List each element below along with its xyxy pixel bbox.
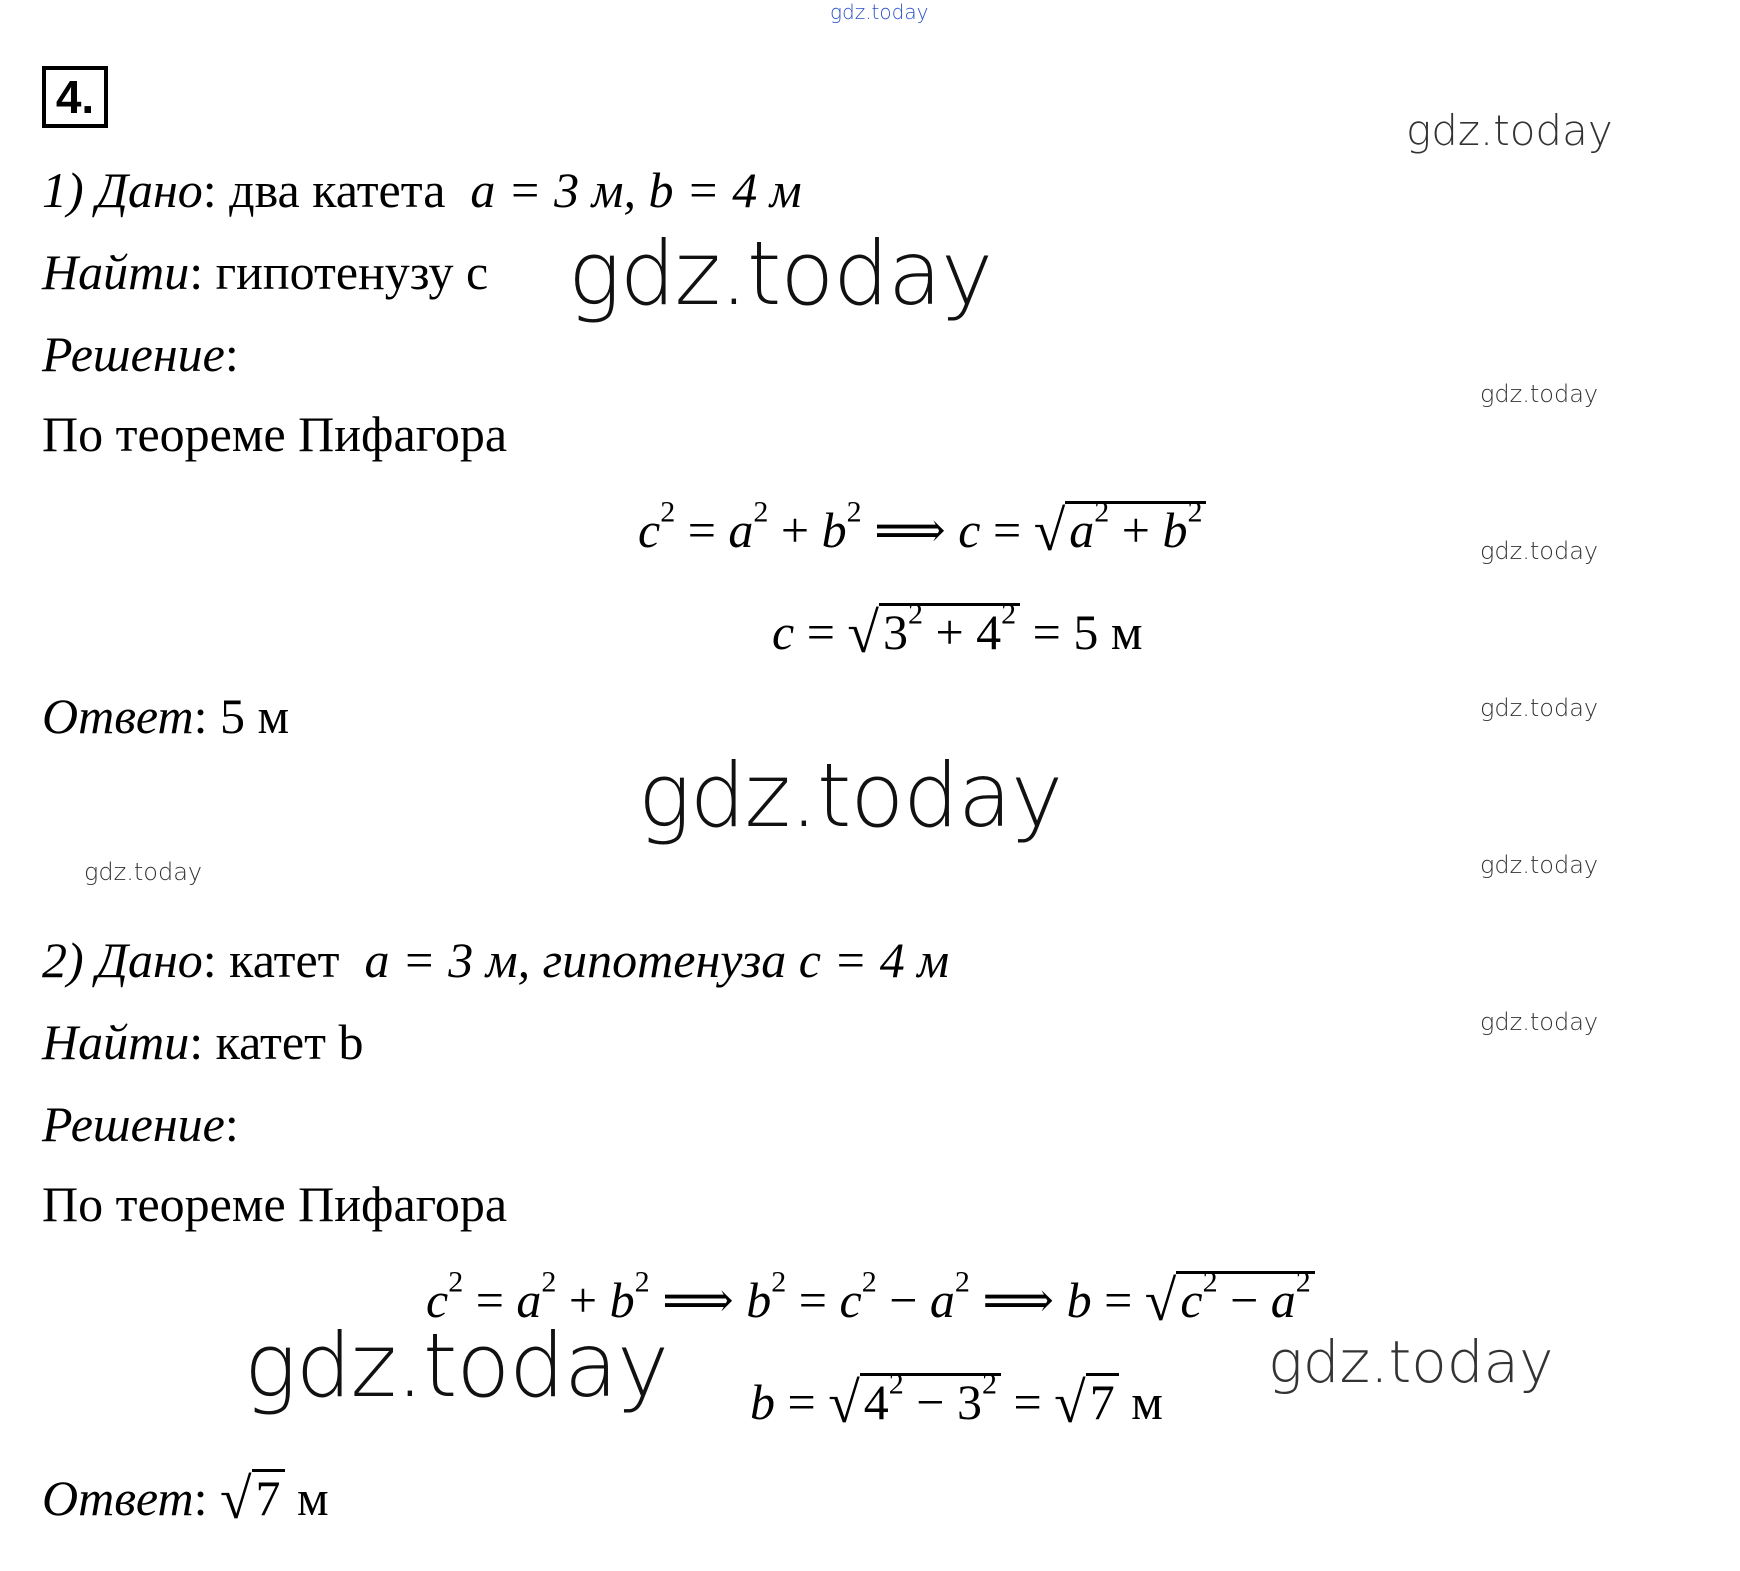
part1-solution bbox=[42, 324, 239, 384]
watermark: gdz.today bbox=[1406, 106, 1613, 155]
watermark-large: gdz.today bbox=[568, 222, 993, 325]
watermark: gdz.today bbox=[1480, 694, 1599, 722]
answer-label: Ответ bbox=[42, 1470, 194, 1526]
given-text: : катет bbox=[202, 932, 340, 988]
formula-compute-b: $b = √4^2 - 3^2 = √7$ м bbox=[750, 1367, 1163, 1435]
watermark: gdz.today bbox=[1268, 1328, 1554, 1396]
given-math: a = 3 м, b = 4 м bbox=[470, 162, 802, 218]
given-text: : два катета bbox=[202, 162, 446, 218]
find-text: : гипотенузу c bbox=[189, 244, 489, 300]
find-label: Найти bbox=[42, 1014, 190, 1070]
solution-colon: : bbox=[224, 326, 239, 382]
answer-value: : 5 м bbox=[193, 688, 290, 744]
part2-find bbox=[42, 1012, 363, 1072]
formula-pythagoras-1: $c^2 = a^2 + b^2$ ⟹ $c = √a^2 + b^2$ bbox=[638, 500, 1206, 560]
part2-solution bbox=[42, 1094, 239, 1154]
solution-colon: : bbox=[224, 1096, 239, 1152]
formula-compute-c: $c = √3^2 + 4^2 = 5$ м bbox=[772, 597, 1143, 665]
given-label: 2) Дано bbox=[42, 932, 203, 988]
part1-given bbox=[42, 160, 802, 220]
part2-theorem: По теореме Пифагора bbox=[42, 1176, 508, 1232]
find-text: : катет b bbox=[189, 1014, 364, 1070]
task-number: 4. bbox=[42, 66, 108, 128]
watermark-large: gdz.today bbox=[638, 744, 1063, 847]
solution-label: Решение bbox=[42, 1096, 225, 1152]
watermark-top: gdz.today bbox=[830, 0, 929, 24]
part2-answer: Ответ: √7 м bbox=[42, 1467, 329, 1531]
part1-answer bbox=[42, 686, 289, 746]
given-math: a = 3 м, гипотенуза c = 4 м bbox=[364, 932, 950, 988]
watermark: gdz.today bbox=[1480, 851, 1599, 879]
part2-given bbox=[42, 930, 949, 990]
watermark: gdz.today bbox=[1480, 537, 1599, 565]
formula-pythagoras-2: $c^2 = a^2 + b^2$ ⟹ $b^2 = c^2 - a^2$ ⟹ $b = √c^2 - a^2$ bbox=[426, 1270, 1315, 1330]
part1-theorem: По теореме Пифагора bbox=[42, 406, 508, 462]
answer-label: Ответ bbox=[42, 688, 194, 744]
watermark: gdz.today bbox=[84, 858, 203, 886]
part1-find bbox=[42, 242, 488, 302]
solution-label: Решение bbox=[42, 326, 225, 382]
watermark: gdz.today bbox=[1480, 380, 1599, 408]
sqrt-seven: √7 bbox=[220, 1468, 285, 1528]
watermark-large: gdz.today bbox=[244, 1314, 669, 1417]
watermark: gdz.today bbox=[1480, 1008, 1599, 1036]
answer-unit: м bbox=[297, 1470, 329, 1526]
find-label: Найти bbox=[42, 244, 190, 300]
given-label: 1) Дано bbox=[42, 162, 203, 218]
